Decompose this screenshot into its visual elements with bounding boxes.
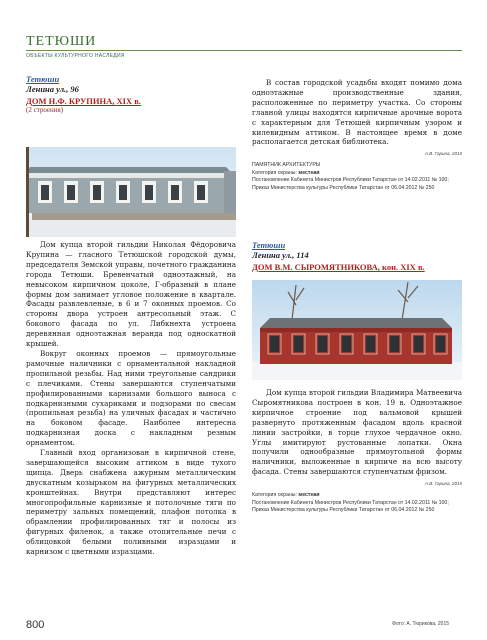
entry2-city[interactable]: Тетюши (252, 240, 286, 250)
entry2-title[interactable]: ДОМ В.М. СЫРОМЯТНИКОВА, кон. XIX в. (252, 262, 425, 272)
page-number: 800 (26, 619, 45, 631)
entry1-note: (2 строения) (26, 106, 64, 114)
protection-category-value: местная (298, 169, 320, 176)
entry1-paragraph: Главный вход организован в кирпичной стене, завершающейся высоким аттиком в виде тухого щипца. Дверь снабжена ажурным металлическим двускатным козырьком на фигурных металлических кронштейнах. Внутри представляют интерес многопрофильные карнизные и потолочные тяги по периметру зальных помещений, плафон потолка в обрамлении профилированных тяг и полосы из фигурных филенок, а также отопительные печи с облицовкой белыми поливными изразцами и карнизом с цветными изразцами. (26, 448, 236, 557)
protection-category-value: местная (298, 492, 320, 499)
entry1-author: А.В. Гарина, 2015 (424, 151, 462, 157)
protection-decree: Постановление Кабинета Министров Республики Татарстан от 14.02.2011 № 100; Приказ Министерства культуры Республики Татарстан от 06.04.2012 № 250 (252, 177, 449, 191)
entry1-title[interactable]: ДОМ Н.Ф. КРУПИНА, XIX в. (26, 96, 141, 106)
entry1-address: Ленина ул., 96 (26, 84, 79, 94)
entry1-paragraph: Дом купца второй гильдии Николая Фёдоровича Крупина — гласного Тетюшской городской думы, председателя Земской управы, почетного гражданина города Тетюши. Бревенчатый одноэтажный, на невысоком кирпичном цоколе, Г-образный в плане формы дом занимает угловое положение в квартале. Фасады развлевленые, в 6 и 7 оконных проемов. Со стороны двора устроен антресольный этаж. С бокового фасада по ул. Либкнехта устроена деревянная одноэтажная веранда под односкатной крышей. (26, 240, 236, 349)
entry1-city[interactable]: Тетюши (26, 74, 60, 84)
entry2-address: Ленина ул., 114 (252, 250, 309, 260)
entry1-estate-block (252, 78, 462, 192)
protection-heading: ПАМЯТНИК АРХИТЕКТУРЫ (252, 162, 321, 169)
entry2-protection (252, 492, 462, 514)
header-divider (26, 50, 462, 51)
protection-decree: Постановление Кабинета Министров Республики Татарстан от 14.02.2011 № 100; Приказ Министерства культуры Республики Татарстан от 06.04.2012 № 250 (252, 499, 449, 513)
entry1-photo (26, 147, 236, 237)
entry2-heading (252, 240, 462, 272)
entry1-heading (26, 74, 236, 114)
entry2-paragraph: Дом купца второй гильдии Владимира Матвеевича Сыромятникова построен в кон. 19 в. Одноэтажное кирпичное строение под вальмовой крышей развернуто протяженным фасадом вдоль красной линии застройки, в торце глухое чердачное окно. Углы имитируют рустованные лопатки. Окна получили однообразные прямоугольной формы наличники, выложенные в кирпиче на всю высоту фасада. Стены завершаются ступенчатым фризом. (252, 388, 462, 477)
page-title: ТЕТЮШИ (26, 34, 97, 49)
entry2-photo (252, 280, 462, 380)
page-subtitle: ОБЪЕКТЫ КУЛЬТУРНОГО НАСЛЕДИЯ (26, 53, 125, 59)
entry2-body (252, 388, 462, 514)
photo-credit: Фото: А. Тюрикова, 2015 (392, 621, 449, 627)
protection-category-label: Категория охраны: (252, 492, 297, 499)
entry1-body (26, 240, 236, 557)
entry1-estate-text: В состав городской усадьбы входят помимо дома одноэтажные производственные здания, расположенные по периметру участка. Со стороны главной улицы находятся кирпичные арочные ворота с характерным для Тетюшей кирпичным узором и килевидным аттиком. В настоящее время в доме располагается детская библиотека. (252, 78, 462, 147)
entry1-protection (252, 162, 462, 192)
entry1-paragraph: Вокруг оконных проемов — прямоугольные рамочные наличники с орнаментальной накладной пропильной резьбы. Над ними треугольные сандрики с плечиками. Стены завершаются ступенчатыми профилированными карнизами большого выноса с подкарнизными сухариками и подзорами по свесам (пропильная резьба) на уличных фасадах и частично на боковом фасаде. Наиболее интересна подкарнизная доска с накладным резным орнаментом. (26, 348, 236, 448)
protection-category-label: Категория охраны: (252, 169, 297, 176)
entry2-author: А.В. Гарина, 2015 (424, 481, 462, 487)
